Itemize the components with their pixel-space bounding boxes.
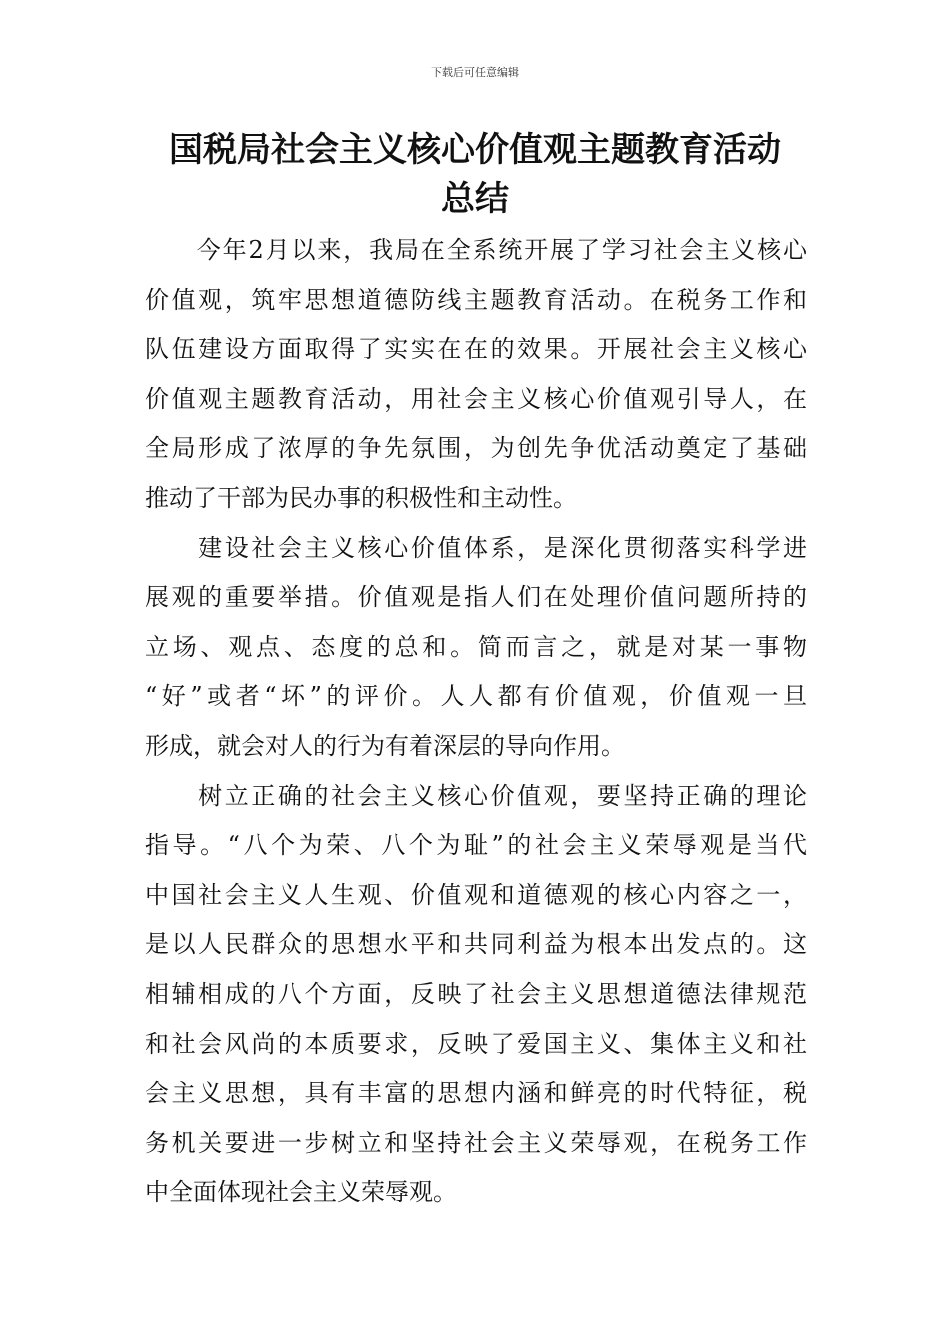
text-line: 务机关要进一步树立和坚持社会主义荣辱观，在税务工作 <box>145 1128 807 1157</box>
text-line: 立场、观点、态度的总和。简而言之，就是对某一事物 <box>145 632 807 661</box>
title-line: 国税局社会主义核心价值观主题教育活动 <box>169 130 781 170</box>
text-line: 今年2月以来，我局在全系统开展了学习社会主义核心 <box>145 236 807 264</box>
text-line: 价值观，筑牢思想道德防线主题教育活动。在税务工作和 <box>145 285 807 314</box>
text-line: 中国社会主义人生观、价值观和道德观的核心内容之一， <box>145 880 807 909</box>
paragraph-3 <box>145 772 807 1218</box>
text-line: 形成，就会对人的行为有着深层的导向作用。 <box>145 731 625 760</box>
text-line: 建设社会主义核心价值体系，是深化贯彻落实科学进 <box>145 533 807 562</box>
text-line: 全局形成了浓厚的争先氛围，为创先争优活动奠定了基础 <box>145 434 807 463</box>
text-line: 指导。“八个为荣、八个为耻”的社会主义荣辱观是当代 <box>145 831 807 860</box>
text-line: 中全面体现社会主义荣辱观。 <box>145 1178 457 1207</box>
text-line: 相辅相成的八个方面，反映了社会主义思想道德法律规范 <box>145 979 807 1008</box>
text-line: 推动了干部为民办事的积极性和主动性。 <box>145 483 577 512</box>
text-line: 展观的重要举措。价值观是指人们在处理价值问题所持的 <box>145 583 807 612</box>
text-line: “好”或者“坏”的评价。人人都有价值观，价值观一旦 <box>145 682 807 711</box>
text-line: 树立正确的社会主义核心价值观，要坚持正确的理论 <box>145 781 807 810</box>
text-line: 会主义思想，具有丰富的思想内涵和鲜亮的时代特征，税 <box>145 1079 807 1108</box>
title-line: 总结 <box>441 179 509 219</box>
text-line: 和社会风尚的本质要求，反映了爱国主义、集体主义和社 <box>145 1029 807 1058</box>
text-line: 价值观主题教育活动，用社会主义核心价值观引导人，在 <box>145 384 807 413</box>
paragraph-1 <box>145 226 807 524</box>
text-line: 是以人民群众的思想水平和共同利益为根本出发点的。这 <box>145 930 807 959</box>
document-body <box>145 226 807 1218</box>
header-note: 下载后可任意编辑 <box>431 66 519 79</box>
text-line: 队伍建设方面取得了实实在在的效果。开展社会主义核心 <box>145 335 807 364</box>
paragraph-2 <box>145 524 807 772</box>
document-title <box>145 126 805 224</box>
